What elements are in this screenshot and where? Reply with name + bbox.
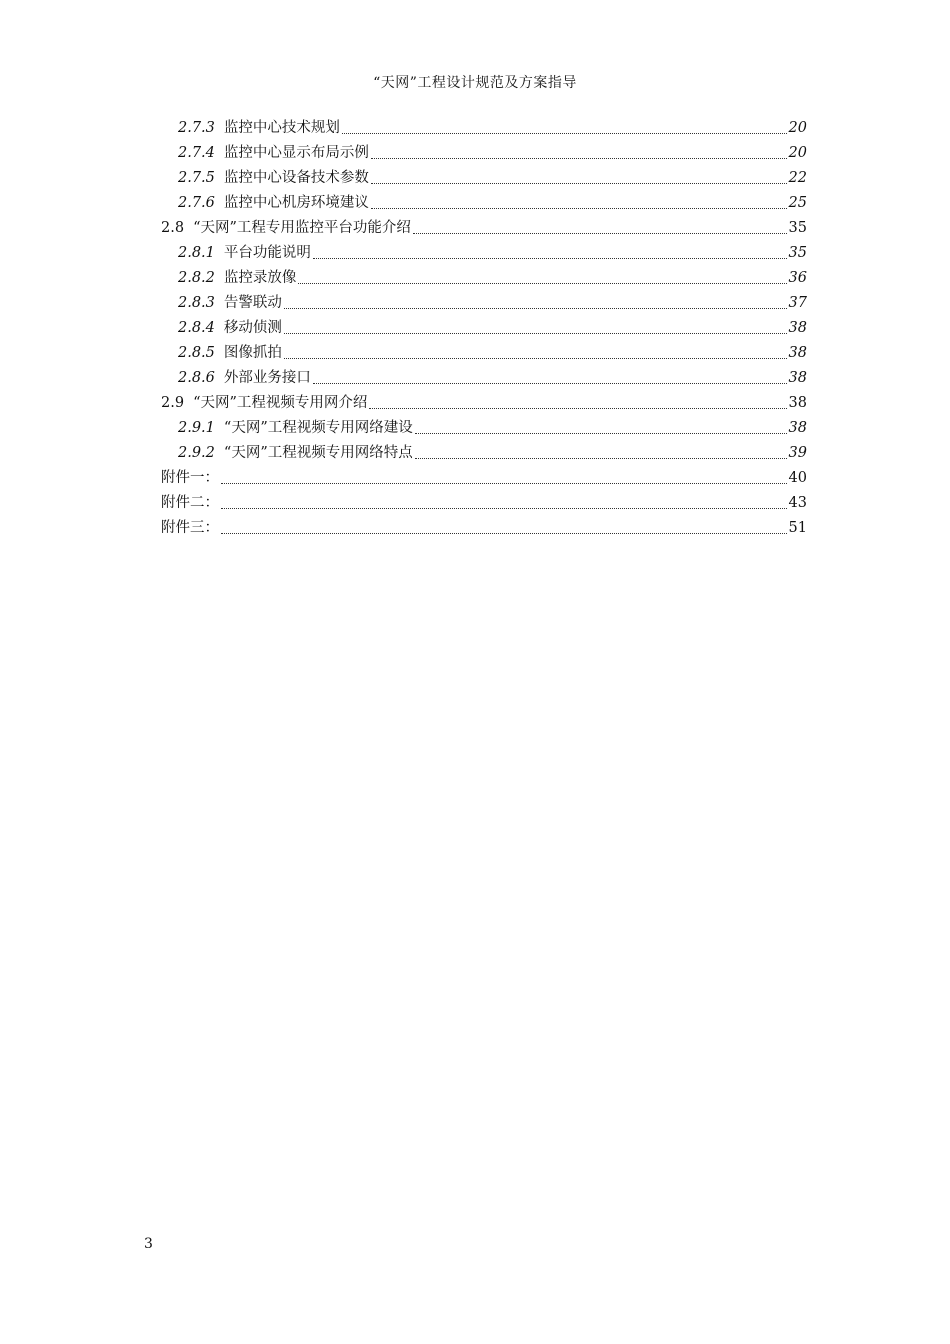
toc-entry[interactable] bbox=[161, 291, 807, 316]
toc-dot-leader bbox=[413, 233, 787, 234]
toc-dot-leader bbox=[313, 383, 787, 384]
toc-entry-page: 43 bbox=[788, 495, 807, 511]
toc-entry[interactable] bbox=[161, 266, 807, 291]
toc-dot-leader bbox=[221, 533, 787, 534]
toc-entry[interactable] bbox=[161, 141, 807, 166]
toc-entry-page: 38 bbox=[788, 320, 807, 336]
toc-entry-page: 38 bbox=[788, 395, 807, 411]
toc-entry-number: 2.7.4 bbox=[178, 145, 215, 161]
toc-entry-number: 2.8.4 bbox=[178, 320, 215, 336]
toc-entry-page: 36 bbox=[788, 270, 807, 286]
toc-entry-number: 2.9.1 bbox=[178, 420, 215, 436]
toc-entry-page: 51 bbox=[788, 520, 807, 536]
toc-entry-title: 图像抓拍 bbox=[223, 345, 282, 361]
toc-entry-title: 外部业务接口 bbox=[223, 370, 311, 386]
toc-entry-number: 2.7.5 bbox=[178, 170, 215, 186]
toc-dot-leader bbox=[298, 283, 786, 284]
toc-entry-page: 22 bbox=[788, 170, 807, 186]
toc-entry-number: 2.7.3 bbox=[178, 120, 215, 136]
toc-entry-title: 监控中心显示布局示例 bbox=[223, 145, 369, 161]
toc-entry-title: “天网”工程视频专用网络特点 bbox=[223, 445, 413, 461]
toc-entry-title: “天网”工程视频专用网络建设 bbox=[223, 420, 413, 436]
toc-entry-page: 38 bbox=[788, 420, 807, 436]
toc-entry-title: 移动侦测 bbox=[223, 320, 282, 336]
toc-entry-page: 35 bbox=[788, 220, 807, 236]
toc-entry-title: 附件三： bbox=[161, 520, 219, 536]
toc-entry-title: 监控中心技术规划 bbox=[223, 120, 340, 136]
toc-dot-leader bbox=[221, 483, 787, 484]
toc-entry-page: 39 bbox=[788, 445, 807, 461]
toc-entry[interactable] bbox=[161, 366, 807, 391]
toc-entry[interactable] bbox=[161, 116, 807, 141]
toc-entry-page: 37 bbox=[788, 295, 807, 311]
toc-dot-leader bbox=[371, 208, 787, 209]
toc-entry[interactable] bbox=[161, 341, 807, 366]
toc-entry[interactable] bbox=[161, 166, 807, 191]
toc-entry-title: 附件二： bbox=[161, 495, 219, 511]
toc-entry-number: 2.7.6 bbox=[178, 195, 215, 211]
toc-entry-page: 35 bbox=[788, 245, 807, 261]
toc-entry[interactable] bbox=[161, 191, 807, 216]
toc-entry-title: 平台功能说明 bbox=[223, 245, 311, 261]
toc-dot-leader bbox=[284, 333, 787, 334]
toc-entry-page: 20 bbox=[788, 145, 807, 161]
toc-dot-leader bbox=[369, 408, 786, 409]
toc-dot-leader bbox=[342, 133, 787, 134]
toc-entry-page: 38 bbox=[788, 345, 807, 361]
toc-entry[interactable] bbox=[161, 416, 807, 441]
toc-entry[interactable] bbox=[161, 316, 807, 341]
toc-entry[interactable] bbox=[161, 516, 807, 541]
toc-dot-leader bbox=[371, 183, 787, 184]
toc-entry-title: “天网”工程专用监控平台功能介绍 bbox=[193, 220, 411, 236]
toc-entry-page: 40 bbox=[788, 470, 807, 486]
toc-entry-number: 2.8.3 bbox=[178, 295, 215, 311]
toc-entry-title: 监控中心设备技术参数 bbox=[223, 170, 369, 186]
toc-entry-number: 2.9.2 bbox=[178, 445, 215, 461]
toc-entry-number: 2.9 bbox=[161, 395, 185, 411]
toc-entry-number: 2.8.5 bbox=[178, 345, 215, 361]
toc-entry[interactable] bbox=[161, 391, 807, 416]
toc-dot-leader bbox=[371, 158, 787, 159]
toc-entry-number: 2.8.1 bbox=[178, 245, 215, 261]
toc-entry-title: 监控录放像 bbox=[223, 270, 297, 286]
toc-entry-number: 2.8 bbox=[161, 220, 185, 236]
toc-dot-leader bbox=[284, 358, 787, 359]
toc-entry-page: 20 bbox=[788, 120, 807, 136]
toc-dot-leader bbox=[415, 458, 787, 459]
toc-entry-title: 监控中心机房环境建议 bbox=[223, 195, 369, 211]
page-header: “天网”工程设计规范及方案指导 bbox=[373, 75, 577, 91]
toc-entry-number: 2.8.2 bbox=[178, 270, 215, 286]
toc-entry-page: 38 bbox=[788, 370, 807, 386]
toc-entry[interactable] bbox=[161, 491, 807, 516]
toc-entry[interactable] bbox=[161, 441, 807, 466]
toc-entry-page: 25 bbox=[788, 195, 807, 211]
toc-entry-number: 2.8.6 bbox=[178, 370, 215, 386]
toc-dot-leader bbox=[313, 258, 787, 259]
toc-dot-leader bbox=[221, 508, 787, 509]
toc-entry-title: 告警联动 bbox=[223, 295, 282, 311]
toc-dot-leader bbox=[284, 308, 787, 309]
toc-entry[interactable] bbox=[161, 216, 807, 241]
toc-dot-leader bbox=[415, 433, 787, 434]
toc-entry-title: 附件一： bbox=[161, 470, 219, 486]
toc-entry[interactable] bbox=[161, 241, 807, 266]
toc-entry[interactable] bbox=[161, 466, 807, 491]
table-of-contents bbox=[161, 116, 807, 541]
page-number: 3 bbox=[144, 1236, 153, 1252]
toc-entry-title: “天网”工程视频专用网介绍 bbox=[193, 395, 368, 411]
